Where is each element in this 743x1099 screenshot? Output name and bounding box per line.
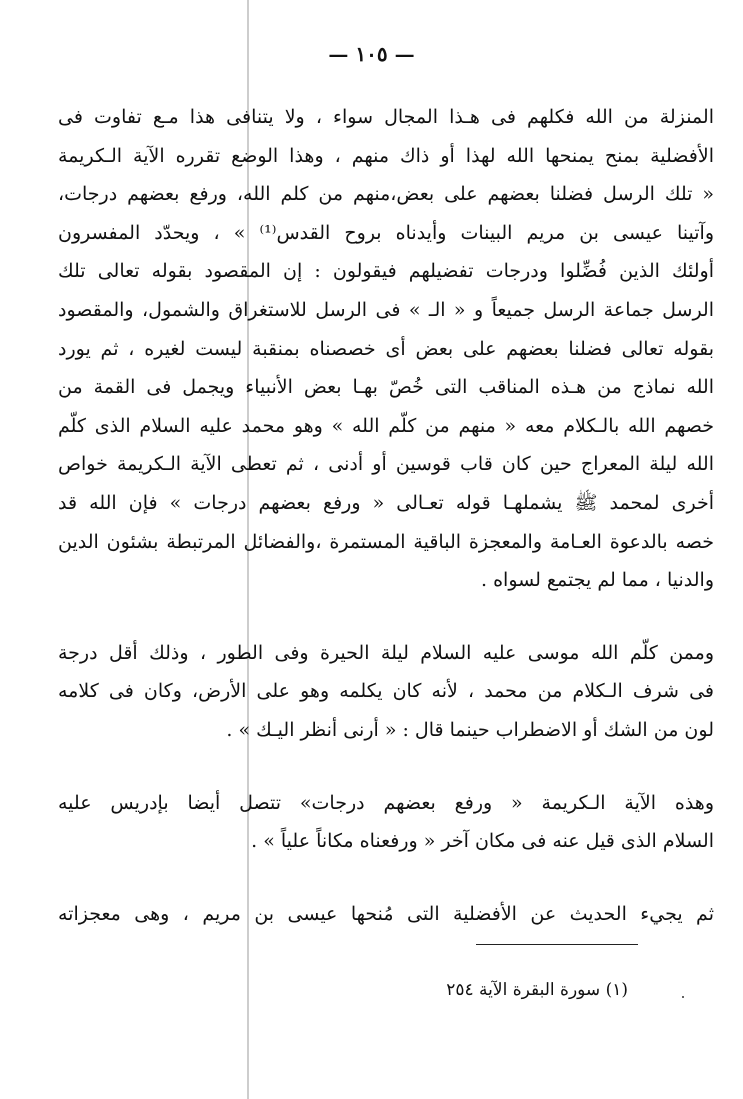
body-text bbox=[58, 98, 714, 933]
text-line: « تلك الرسل فضلنا بعضهم على بعض،منهم من كلم الله، ورفع بعضهم درجات، bbox=[58, 183, 714, 206]
text-line: الأفضلية بمنح يمنحها الله لهذا أو ذاك منهم ، وهذا الوضع تقرره الآية الـكريمة bbox=[58, 144, 714, 167]
text-line: المنزلة من الله فكلهم فى هـذا المجال سواء ، ولا يتنافى هذا مـع تفاوت فى bbox=[58, 106, 714, 128]
footnote: (١) سورة البقرة الآية ٢٥٤ bbox=[446, 980, 628, 1000]
text-line: والدنيا ، مما لم يجتمع لسواه . bbox=[481, 569, 714, 592]
text-line: الرسل جماعة الرسل جميعاً و « الـ » فى الرسل للاستغراق والشمول، والمقصود bbox=[58, 298, 714, 321]
text-line: الله ليلة المعراج حين كان قاب قوسين أو أدنى ، ثم تعطى الآية الـكريمة خواص bbox=[58, 453, 714, 476]
text-line: خصه بالدعوة العـامة والمعجزة الباقية المستمرة ،والفضائل المرتبطة بشئون الدين bbox=[58, 530, 714, 553]
paragraph-3 bbox=[58, 784, 714, 861]
text-line: أخرى لمحمد ﷺ يشملهـا قوله تعـالى « ورفع بعضهم درجات » فإن الله قد bbox=[58, 491, 714, 514]
text-line: وممن كلّم الله موسى عليه السلام ليلة الحيرة وفى الطور ، وذلك أقل درجة bbox=[58, 641, 714, 664]
text-line: السلام الذى قيل عنه فى مكان آخر « ورفعناه مكاناً علياً » . bbox=[251, 830, 714, 853]
footnote-divider bbox=[476, 944, 638, 945]
scan-speck bbox=[682, 996, 684, 998]
text-line: فى شرف الـكلام من محمد ، لأنه كان يكلمه وهو على الأرض، وكان فى كلامه bbox=[58, 680, 714, 703]
text-line: وهذه الآية الـكريمة « ورفع بعضهم درجات» تتصل أيضا بإدريس عليه bbox=[58, 791, 714, 814]
paragraph-2 bbox=[58, 634, 714, 750]
text-line: لون من الشك أو الاضطراب حينما قال : « أرنى أنظر اليـك » . bbox=[226, 718, 714, 741]
text-line: وآتينا عيسى بن مريم البينات وأيدناه بروح القدس⁽¹⁾ » ، ويحدّد المفسرون bbox=[58, 221, 714, 244]
paragraph-4 bbox=[58, 895, 714, 934]
text-line: الله نماذج من هـذه المناقب التى خُصّ بهـا بعض الأنبياء ويجمل فى القمة من bbox=[58, 376, 714, 399]
text-line: خصهم الله بالـكلام معه « منهم من كلّم الله » وهو محمد عليه السلام الذى كلّم bbox=[58, 414, 714, 437]
page-number: — ١٠٥ — bbox=[328, 42, 415, 66]
text-line: بقوله تعالى فضلنا بعضهم على بعض أى خصصناه بمنقبة ليست لغيره ، ثم يورد bbox=[58, 337, 714, 360]
text-line: ثم يجيء الحديث عن الأفضلية التى مُنحها عيسى بن مريم ، وهى معجزاته bbox=[58, 902, 714, 925]
text-line: أولئك الذين فُضِّلوا ودرجات تفضيلهم فيقولون : إن المقصود بقوله تعالى تلك bbox=[58, 260, 714, 283]
paragraph-1 bbox=[58, 98, 714, 600]
